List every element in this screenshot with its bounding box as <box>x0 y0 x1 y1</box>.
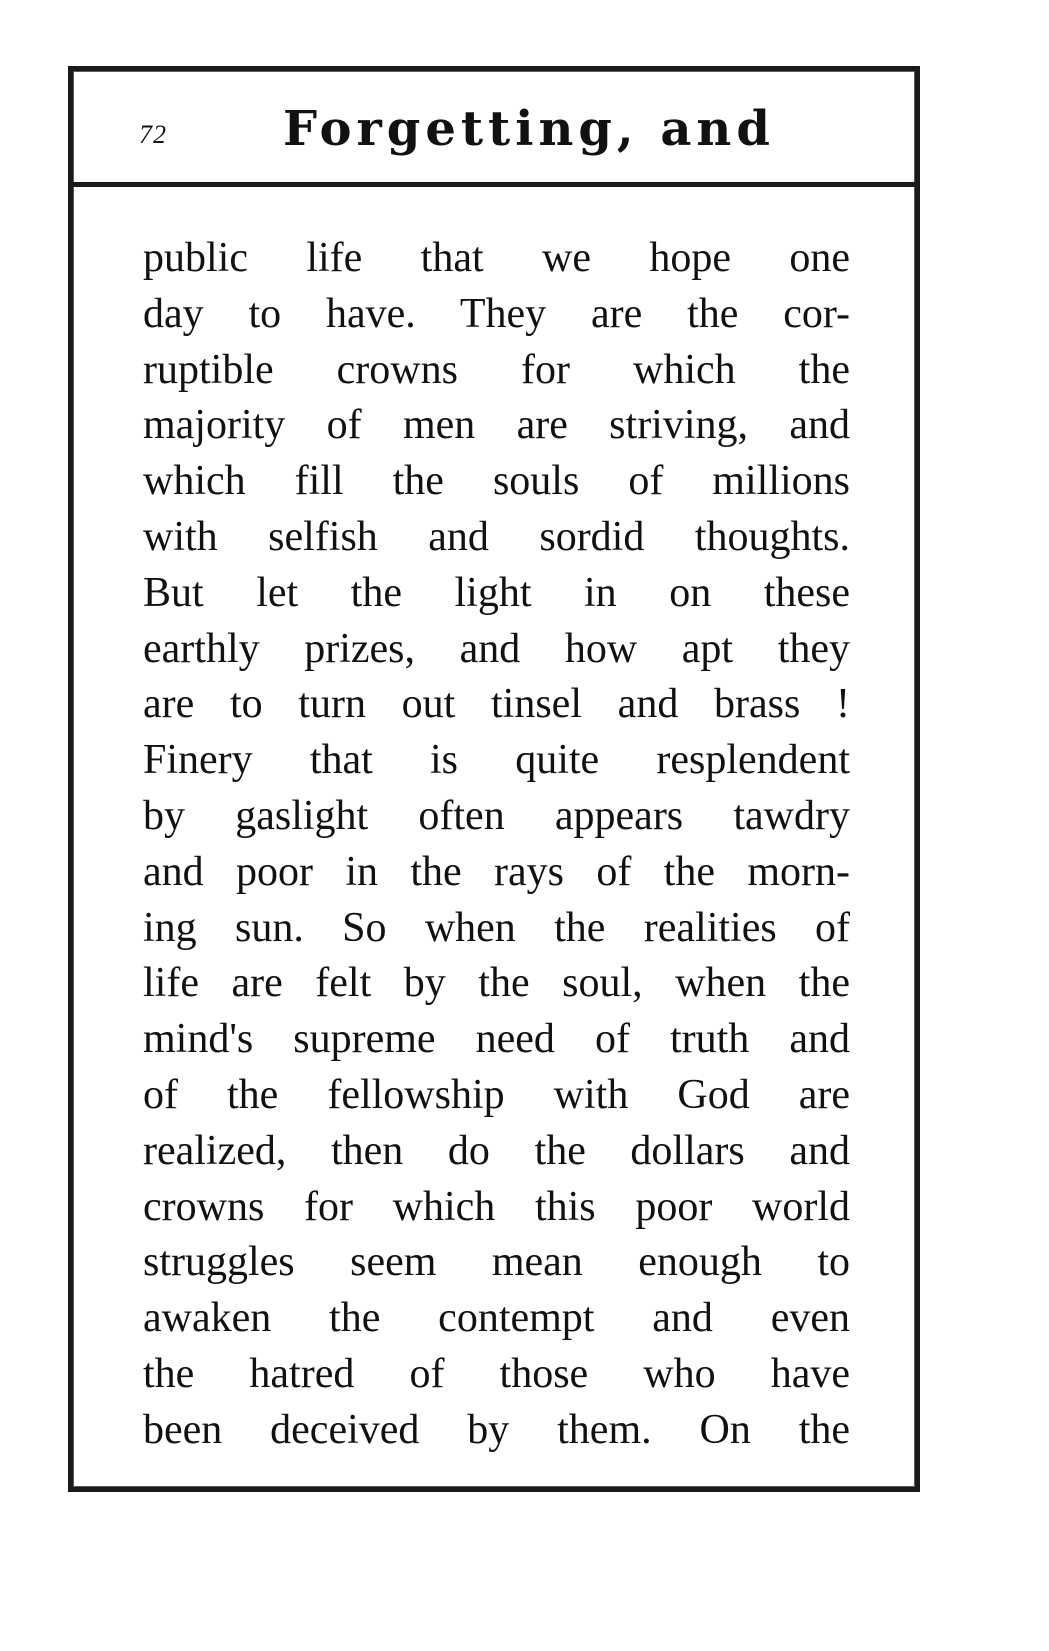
page-frame <box>68 66 920 1492</box>
text-line: struggles seem mean enough to <box>143 1239 850 1286</box>
text-line: with selfish and sordid thoughts. <box>143 513 850 560</box>
text-line: crowns for which this poor world <box>143 1183 850 1230</box>
page-header <box>73 71 915 187</box>
text-line: and poor in the rays of the morn- <box>143 848 850 895</box>
text-line: the hatred of those who have <box>143 1350 850 1397</box>
text-line: realized, then do the dollars and <box>143 1127 850 1174</box>
text-line: which fill the souls of millions <box>143 458 850 505</box>
text-line: ruptible crowns for which the <box>143 346 850 393</box>
text-line: But let the light in on these <box>143 569 850 616</box>
text-line: are to turn out tinsel and brass ! <box>143 681 850 728</box>
text-line: ing sun. So when the realities of <box>143 904 850 951</box>
text-line: mind's supreme need of truth and <box>143 1016 850 1063</box>
text-line: majority of men are striving, and <box>143 402 850 449</box>
running-head: Forgetting, and <box>283 101 775 157</box>
text-line: public life that we hope one <box>143 235 850 281</box>
page-number: 72 <box>139 120 167 149</box>
text-line: by gaslight often appears tawdry <box>143 792 850 839</box>
text-line: earthly prizes, and how apt they <box>143 625 850 672</box>
text-line: day to have. They are the cor- <box>143 290 850 337</box>
text-line: been deceived by them. On the <box>143 1406 850 1453</box>
text-line: awaken the contempt and even <box>143 1295 850 1342</box>
text-line: life are felt by the soul, when the <box>143 960 850 1007</box>
body-text <box>143 231 850 1459</box>
text-line: of the fellowship with God are <box>143 1071 850 1118</box>
text-line: Finery that is quite resplendent <box>143 737 850 784</box>
